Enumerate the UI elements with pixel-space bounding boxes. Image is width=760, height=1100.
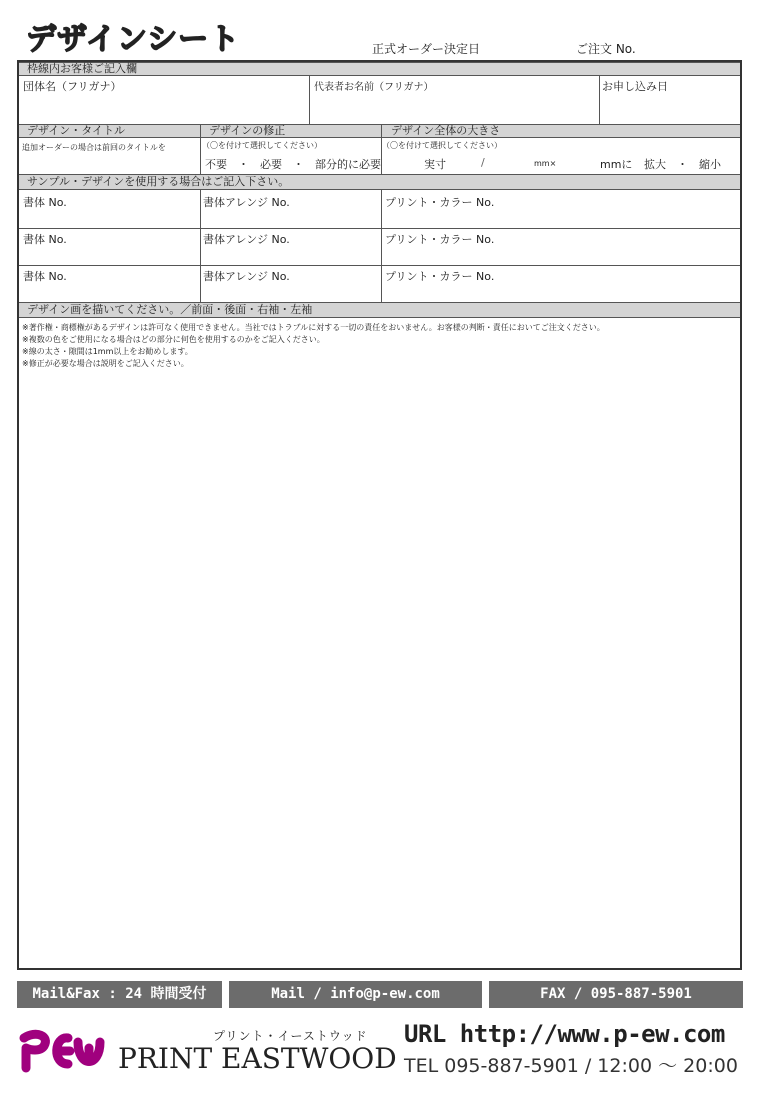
divider: [599, 76, 600, 124]
page-title: デザインシート: [26, 22, 241, 57]
select-note: （〇を付けて選択してください）: [382, 141, 502, 150]
arrange-no-label: 書体アレンジ No.: [203, 270, 290, 283]
row-divider: [19, 265, 740, 266]
customer-band: 枠線内お客様ご記入欄: [19, 62, 740, 76]
logo-icon: [16, 1028, 106, 1074]
row-divider: [19, 228, 740, 229]
fax-bar: FAX / 095-887-5901: [489, 981, 743, 1008]
drawing-area[interactable]: [19, 372, 740, 968]
design-form: [17, 60, 742, 970]
font-no-label: 書体 No.: [23, 196, 67, 209]
tel-text: TEL 095-887-5901 / 12:00 ～ 20:00: [404, 1055, 738, 1077]
arrange-no-label: 書体アレンジ No.: [203, 196, 290, 209]
note: ※線の太さ・隙間は1mm以上をお勧めします。: [22, 347, 193, 356]
order-no-label: ご注文 No.: [576, 42, 636, 56]
color-no-label: プリント・カラー No.: [385, 270, 495, 283]
design-size-header: デザイン全体の大きさ: [391, 124, 501, 137]
mail-bar[interactable]: Mail / info@p-ew.com: [229, 981, 482, 1008]
note: ※複数の色をご使用になる場合はどの部分に何色を使用するのかをご記入ください。: [22, 335, 325, 344]
size-actual: 実寸: [424, 158, 446, 171]
notes: [22, 322, 605, 370]
group-name-label: 団体名（フリガナ）: [23, 80, 122, 93]
arrange-no-label: 書体アレンジ No.: [203, 233, 290, 246]
size-scale: 拡大 ・ 縮小: [644, 158, 721, 171]
fix-options: 不要 ・ 必要 ・ 部分的に必要: [205, 158, 381, 171]
brand-name: PRINT EASTWOOD: [118, 1042, 397, 1075]
font-no-label: 書体 No.: [23, 233, 67, 246]
divider: [200, 190, 201, 302]
apply-date-label: お申し込み日: [602, 80, 668, 93]
size-slash: /: [481, 156, 485, 169]
rep-name-label: 代表者お名前（フリガナ）: [314, 82, 434, 93]
select-note: （〇を付けて選択してください）: [202, 141, 322, 150]
logo-katakana: プリント・イーストウッド: [213, 1029, 368, 1043]
divider: [381, 190, 382, 302]
url-text[interactable]: URL http://www.p-ew.com: [404, 1020, 725, 1048]
color-no-label: プリント・カラー No.: [385, 233, 495, 246]
decision-date-label: 正式オーダー決定日: [372, 42, 481, 56]
sample-band: サンプル・デザインを使用する場合はご記入下さい。: [19, 174, 740, 190]
color-no-label: プリント・カラー No.: [385, 196, 495, 209]
mail-fax-bar: Mail&Fax : 24 時間受付: [17, 981, 222, 1008]
design-title-header: デザイン・タイトル: [27, 124, 126, 137]
size-mm-ni: mmに: [600, 158, 633, 171]
note: ※著作権・商標権があるデザインは許可なく使用できません。当社ではトラブルに対する一切の責任をおいません。お客様の判断・責任においてご注文ください。: [22, 323, 605, 332]
design-header-band: [19, 124, 740, 138]
font-no-label: 書体 No.: [23, 270, 67, 283]
divider: [200, 124, 201, 174]
design-fix-header: デザインの修正: [209, 124, 286, 137]
title-note: 追加オーダーの場合は前回のタイトルを: [22, 143, 166, 152]
divider: [309, 76, 310, 124]
size-mm-x: mm×: [534, 159, 557, 168]
drawing-band: デザイン画を描いてください。／前面・後面・右袖・左袖: [19, 302, 740, 318]
note: ※修正が必要な場合は説明をご記入ください。: [22, 359, 189, 368]
